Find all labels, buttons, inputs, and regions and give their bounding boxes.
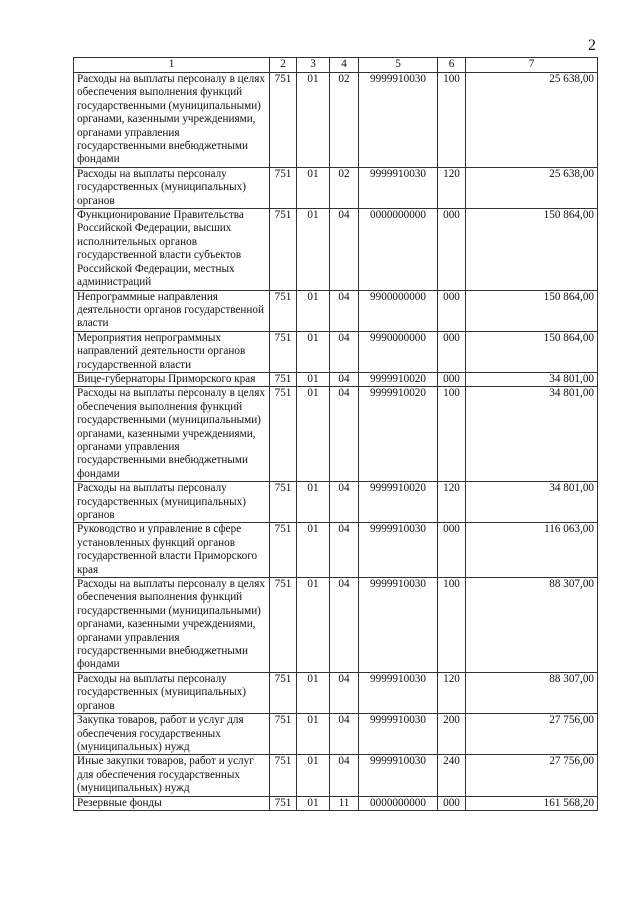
amount-cell: 27 756,00 <box>466 755 598 796</box>
table-row <box>74 755 598 796</box>
subsection-code-cell: 02 <box>330 167 359 208</box>
column-header-4: 4 <box>330 58 359 73</box>
row-name-cell: Иные закупки товаров, работ и услуг для обеспечения государственных (муниципальных) нужд <box>74 755 270 796</box>
amount-cell: 34 801,00 <box>466 482 598 523</box>
amount-cell: 150 864,00 <box>466 331 598 372</box>
expense-type-cell: 120 <box>438 672 466 713</box>
amount-cell: 150 864,00 <box>466 290 598 331</box>
target-article-cell: 9999910030 <box>359 73 438 168</box>
section-code-cell: 01 <box>297 755 330 796</box>
section-code-cell: 01 <box>297 331 330 372</box>
subsection-code-cell: 04 <box>330 578 359 673</box>
table-row <box>74 387 598 482</box>
row-name-cell: Непрограммные направления деятельности органов государственной власти <box>74 290 270 331</box>
section-code-cell: 01 <box>297 372 330 386</box>
admin-code-cell: 751 <box>270 672 297 713</box>
row-name-cell: Резервные фонды <box>74 796 270 810</box>
admin-code-cell: 751 <box>270 73 297 168</box>
target-article-cell: 9999910030 <box>359 672 438 713</box>
column-header-6: 6 <box>438 58 466 73</box>
target-article-cell: 9999910020 <box>359 387 438 482</box>
row-name-cell: Функционирование Правительства Российской Федерации, высших исполнительных органов государственной власти субъектов Российской Федерации, местных администраций <box>74 209 270 290</box>
target-article-cell: 9999910030 <box>359 523 438 578</box>
section-code-cell: 01 <box>297 167 330 208</box>
subsection-code-cell: 04 <box>330 714 359 755</box>
row-name-cell: Расходы на выплаты персоналу государственных (муниципальных) органов <box>74 167 270 208</box>
column-header-5: 5 <box>359 58 438 73</box>
expense-type-cell: 000 <box>438 796 466 810</box>
subsection-code-cell: 04 <box>330 387 359 482</box>
amount-cell: 34 801,00 <box>466 372 598 386</box>
section-code-cell: 01 <box>297 209 330 290</box>
row-name-cell: Мероприятия непрограммных направлений деятельности органов государственной власти <box>74 331 270 372</box>
target-article-cell: 9999910020 <box>359 372 438 386</box>
admin-code-cell: 751 <box>270 523 297 578</box>
amount-cell: 116 063,00 <box>466 523 598 578</box>
amount-cell: 25 638,00 <box>466 73 598 168</box>
admin-code-cell: 751 <box>270 290 297 331</box>
amount-cell: 27 756,00 <box>466 714 598 755</box>
column-header-7: 7 <box>466 58 598 73</box>
subsection-code-cell: 04 <box>330 672 359 713</box>
target-article-cell: 9999910030 <box>359 755 438 796</box>
target-article-cell: 9900000000 <box>359 290 438 331</box>
row-name-cell: Руководство и управление в сфере установленных функций органов государственной власти Приморского края <box>74 523 270 578</box>
expense-type-cell: 240 <box>438 755 466 796</box>
subsection-code-cell: 04 <box>330 523 359 578</box>
table-row <box>74 796 598 810</box>
column-header-3: 3 <box>297 58 330 73</box>
section-code-cell: 01 <box>297 714 330 755</box>
table-row <box>74 73 598 168</box>
expense-type-cell: 100 <box>438 578 466 673</box>
section-code-cell: 01 <box>297 523 330 578</box>
expense-type-cell: 000 <box>438 290 466 331</box>
expense-type-cell: 000 <box>438 331 466 372</box>
expense-type-cell: 000 <box>438 523 466 578</box>
table-row <box>74 523 598 578</box>
row-name-cell: Расходы на выплаты персоналу в целях обеспечения выполнения функций государственными (муниципальными) органами, казенными учреждениями, органами управления государственными внебюджетными фондами <box>74 387 270 482</box>
target-article-cell: 9999910030 <box>359 714 438 755</box>
table-body <box>74 73 598 811</box>
subsection-code-cell: 04 <box>330 290 359 331</box>
amount-cell: 88 307,00 <box>466 672 598 713</box>
admin-code-cell: 751 <box>270 578 297 673</box>
section-code-cell: 01 <box>297 290 330 331</box>
amount-cell: 34 801,00 <box>466 387 598 482</box>
expense-type-cell: 200 <box>438 714 466 755</box>
table-row <box>74 672 598 713</box>
admin-code-cell: 751 <box>270 714 297 755</box>
amount-cell: 88 307,00 <box>466 578 598 673</box>
table-row <box>74 714 598 755</box>
expense-type-cell: 000 <box>438 209 466 290</box>
subsection-code-cell: 11 <box>330 796 359 810</box>
row-name-cell: Вице-губернаторы Приморского края <box>74 372 270 386</box>
row-name-cell: Расходы на выплаты персоналу в целях обеспечения выполнения функций государственными (муниципальными) органами, казенными учреждениями, органами управления государственными внебюджетными фондами <box>74 73 270 168</box>
section-code-cell: 01 <box>297 387 330 482</box>
expense-type-cell: 120 <box>438 167 466 208</box>
admin-code-cell: 751 <box>270 482 297 523</box>
amount-cell: 25 638,00 <box>466 167 598 208</box>
table-row <box>74 372 598 386</box>
section-code-cell: 01 <box>297 672 330 713</box>
subsection-code-cell: 04 <box>330 331 359 372</box>
budget-table <box>73 57 598 811</box>
subsection-code-cell: 04 <box>330 372 359 386</box>
row-name-cell: Закупка товаров, работ и услуг для обеспечения государственных (муниципальных) нужд <box>74 714 270 755</box>
target-article-cell: 0000000000 <box>359 796 438 810</box>
target-article-cell: 9999910030 <box>359 167 438 208</box>
section-code-cell: 01 <box>297 796 330 810</box>
admin-code-cell: 751 <box>270 387 297 482</box>
admin-code-cell: 751 <box>270 372 297 386</box>
table-row <box>74 482 598 523</box>
row-name-cell: Расходы на выплаты персоналу государственных (муниципальных) органов <box>74 672 270 713</box>
expense-type-cell: 000 <box>438 372 466 386</box>
table-row <box>74 290 598 331</box>
amount-cell: 161 568,20 <box>466 796 598 810</box>
subsection-code-cell: 04 <box>330 209 359 290</box>
subsection-code-cell: 04 <box>330 755 359 796</box>
target-article-cell: 9999910020 <box>359 482 438 523</box>
header-row <box>74 58 598 73</box>
admin-code-cell: 751 <box>270 755 297 796</box>
expense-type-cell: 120 <box>438 482 466 523</box>
subsection-code-cell: 04 <box>330 482 359 523</box>
page-number: 2 <box>588 37 596 54</box>
table-row <box>74 578 598 673</box>
target-article-cell: 9999910030 <box>359 578 438 673</box>
subsection-code-cell: 02 <box>330 73 359 168</box>
expense-type-cell: 100 <box>438 387 466 482</box>
table-header <box>74 58 598 73</box>
expense-type-cell: 100 <box>438 73 466 168</box>
row-name-cell: Расходы на выплаты персоналу в целях обеспечения выполнения функций государственными (муниципальными) органами, казенными учреждениями, органами управления государственными внебюджетными фондами <box>74 578 270 673</box>
admin-code-cell: 751 <box>270 209 297 290</box>
admin-code-cell: 751 <box>270 167 297 208</box>
row-name-cell: Расходы на выплаты персоналу государственных (муниципальных) органов <box>74 482 270 523</box>
section-code-cell: 01 <box>297 482 330 523</box>
section-code-cell: 01 <box>297 578 330 673</box>
column-header-1: 1 <box>74 58 270 73</box>
admin-code-cell: 751 <box>270 331 297 372</box>
table-row <box>74 209 598 290</box>
target-article-cell: 9990000000 <box>359 331 438 372</box>
target-article-cell: 0000000000 <box>359 209 438 290</box>
column-header-2: 2 <box>270 58 297 73</box>
table-row <box>74 331 598 372</box>
section-code-cell: 01 <box>297 73 330 168</box>
admin-code-cell: 751 <box>270 796 297 810</box>
amount-cell: 150 864,00 <box>466 209 598 290</box>
table-row <box>74 167 598 208</box>
